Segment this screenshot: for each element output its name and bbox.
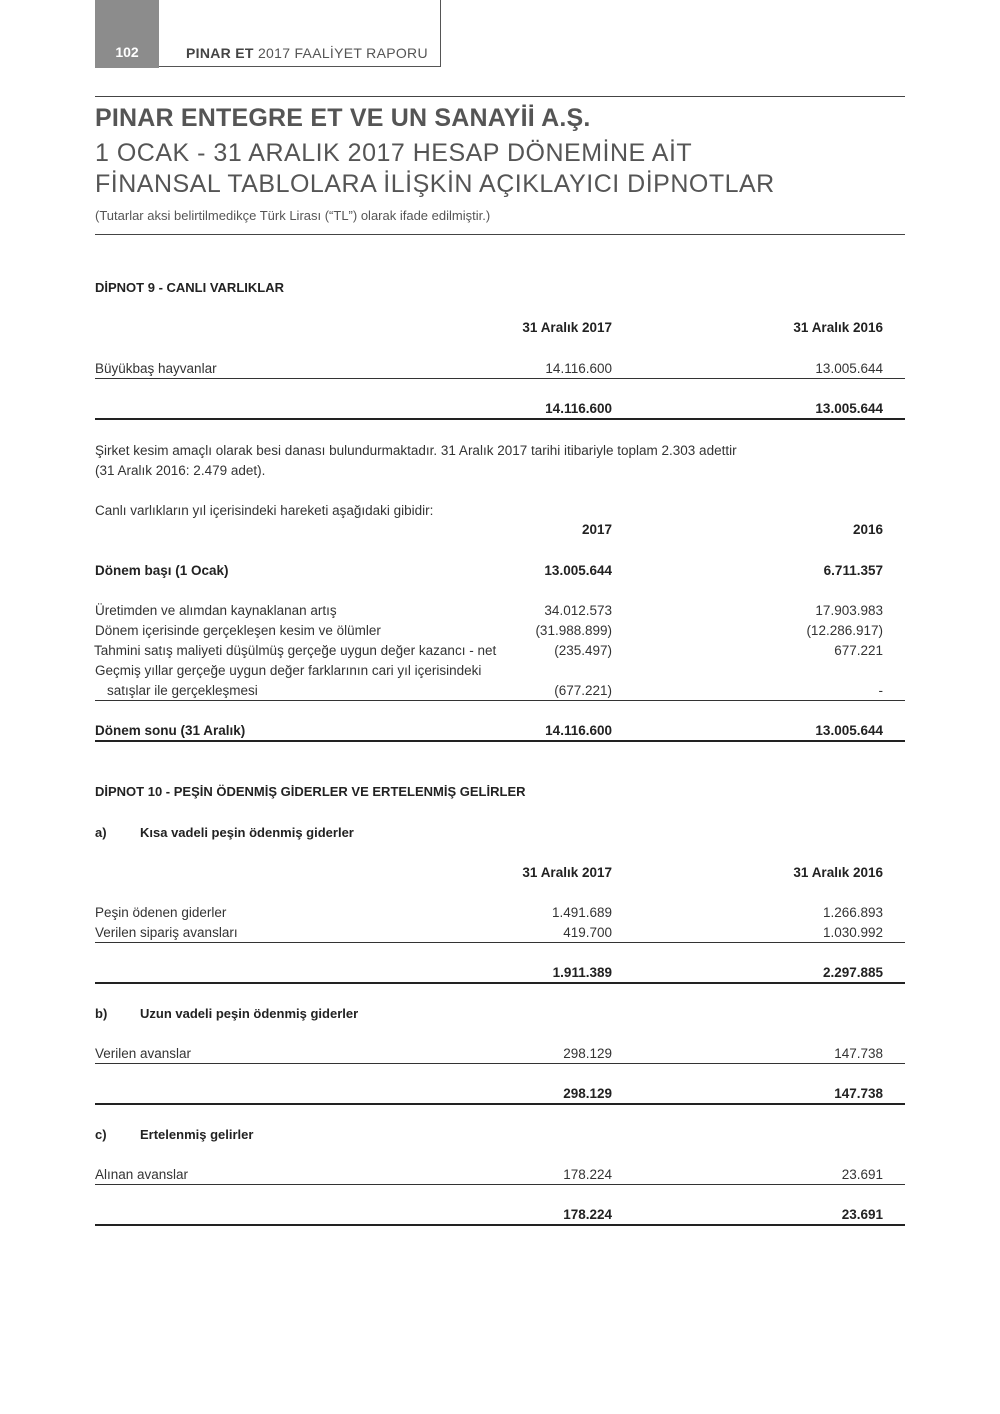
note9-col1-header: 31 Aralık 2017 xyxy=(522,320,612,335)
note10-b-row-2017: 298.129 xyxy=(563,1046,612,1061)
note10-b-total-2017: 298.129 xyxy=(563,1086,612,1101)
note10-a-row-2017: 419.700 xyxy=(563,925,612,940)
closing-balance-2017: 14.116.600 xyxy=(545,723,612,738)
note9-row-label: Büyükbaş hayvanlar xyxy=(95,361,217,376)
note10-c-row-label: Alınan avanslar xyxy=(95,1167,189,1182)
movement-row-2017: (235.497) xyxy=(554,643,612,658)
currency-note: (Tutarlar aksi belirtilmedikçe Türk Lirası (“TL”) olarak ifade edilmiştir.) xyxy=(95,208,491,223)
closing-balance-2016: 13.005.644 xyxy=(815,723,883,738)
closing-balance-label: Dönem sonu (31 Aralık) xyxy=(95,723,246,738)
note9-total-2017: 14.116.600 xyxy=(545,401,612,416)
company-name: PINAR ENTEGRE ET VE UN SANAYİİ A.Ş. xyxy=(95,104,591,132)
note9-total-2016: 13.005.644 xyxy=(815,401,883,416)
note10-b-title: Uzun vadeli peşin ödenmiş giderler xyxy=(140,1006,359,1021)
note10-b-row-label: Verilen avanslar xyxy=(95,1046,192,1061)
note10-a-row-2016: 1.030.992 xyxy=(822,925,883,940)
report-subject: FİNANSAL TABLOLARA İLİŞKİN AÇIKLAYICI DİPNOTLAR xyxy=(95,170,775,198)
movement-row-label-cont: satışlar ile gerçekleşmesi xyxy=(107,683,258,698)
note10-c-total-2016: 23.691 xyxy=(841,1207,883,1222)
note10-a-row-label: Verilen sipariş avansları xyxy=(95,925,238,940)
opening-balance-2017: 13.005.644 xyxy=(544,563,612,578)
note10-b-total-2016: 147.738 xyxy=(834,1086,883,1101)
movement-row-2017: 34.012.573 xyxy=(544,603,612,618)
note10-col1-header: 31 Aralık 2017 xyxy=(522,865,612,880)
movement-intro: Canlı varlıkların yıl içerisindeki hareketi aşağıdaki gibidir: xyxy=(95,503,434,518)
running-head-text: 2017 FAALİYET RAPORU xyxy=(253,45,428,61)
movement-row-label: Üretimden ve alımdan kaynaklanan artış xyxy=(95,603,337,618)
movement-row-2017: (31.988.899) xyxy=(535,623,612,638)
running-head-brand: PINAR ET xyxy=(186,45,254,61)
note10-a-total-2016: 2.297.885 xyxy=(822,965,883,980)
movement-row-2016: (12.286.917) xyxy=(806,623,883,638)
movement-row-2016: 17.903.983 xyxy=(815,603,883,618)
note10-a-title: Kısa vadeli peşin ödenmiş giderler xyxy=(140,825,354,840)
opening-balance-label: Dönem başı (1 Ocak) xyxy=(95,563,229,578)
note10-a-total-rule xyxy=(95,982,905,984)
note9-title: DİPNOT 9 - CANLI VARLIKLAR xyxy=(95,280,284,295)
report-period: 1 OCAK - 31 ARALIK 2017 HESAP DÖNEMİNE AİT xyxy=(95,139,693,167)
movement-col2-header: 2016 xyxy=(852,522,883,537)
movement-row-2016: 677.221 xyxy=(834,643,883,658)
note10-a-rule xyxy=(95,942,905,943)
note10-col2-header: 31 Aralık 2016 xyxy=(793,865,883,880)
note10-title: DİPNOT 10 - PEŞİN ÖDENMİŞ GİDERLER VE ERTELENMİŞ GELİRLER xyxy=(95,784,526,799)
note10-b-total-rule xyxy=(95,1103,905,1105)
note10-b-letter: b) xyxy=(95,1006,108,1021)
note10-a-letter: a) xyxy=(95,825,107,840)
title-bottom-rule xyxy=(95,234,905,235)
note10-a-total-2017: 1.911.389 xyxy=(552,965,612,980)
movement-row-2017: (677.221) xyxy=(554,683,612,698)
movement-row-label: Tahmini satış maliyeti düşülmüş gerçeğe uygun değer kazancı - net xyxy=(94,643,497,658)
movement-row-2016: - xyxy=(878,683,883,698)
opening-balance-2016: 6.711.357 xyxy=(823,563,883,578)
movement-row-label: Dönem içerisinde gerçekleşen kesim ve ölümler xyxy=(95,623,381,638)
note10-c-rule xyxy=(95,1184,905,1185)
note9-row-value-2017: 14.116.600 xyxy=(545,361,612,376)
note10-a-row-2016: 1.266.893 xyxy=(822,905,883,920)
note10-c-row-2016: 23.691 xyxy=(841,1167,883,1182)
note9-rule xyxy=(95,378,905,379)
note10-c-row-2017: 178.224 xyxy=(563,1167,612,1182)
running-head xyxy=(186,45,428,61)
note9-row-value-2016: 13.005.644 xyxy=(815,361,883,376)
note9-paragraph-line1: Şirket kesim amaçlı olarak besi danası bulundurmaktadır. 31 Aralık 2017 tarihi itibariyle toplam 2.303 adettir xyxy=(95,443,737,458)
page-number: 102 xyxy=(115,44,139,60)
note10-c-title: Ertelenmiş gelirler xyxy=(140,1127,254,1142)
note10-b-row-2016: 147.738 xyxy=(834,1046,883,1061)
note10-b-rule xyxy=(95,1063,905,1064)
movement-rule xyxy=(95,700,905,701)
movement-col1-header: 2017 xyxy=(581,522,612,537)
note10-c-total-rule xyxy=(95,1224,905,1226)
note10-a-row-label: Peşin ödenen giderler xyxy=(95,905,227,920)
movement-row-label: Geçmiş yıllar gerçeğe uygun değer farklarının cari yıl içerisindeki xyxy=(95,663,482,678)
note10-c-total-2017: 178.224 xyxy=(563,1207,612,1222)
closing-rule xyxy=(95,740,905,742)
note9-col2-header: 31 Aralık 2016 xyxy=(793,320,883,335)
note10-c-letter: c) xyxy=(95,1127,107,1142)
note9-paragraph-line2: (31 Aralık 2016: 2.479 adet). xyxy=(95,463,266,478)
note9-total-rule xyxy=(95,418,905,420)
title-top-rule xyxy=(95,96,905,97)
note10-a-row-2017: 1.491.689 xyxy=(551,905,612,920)
